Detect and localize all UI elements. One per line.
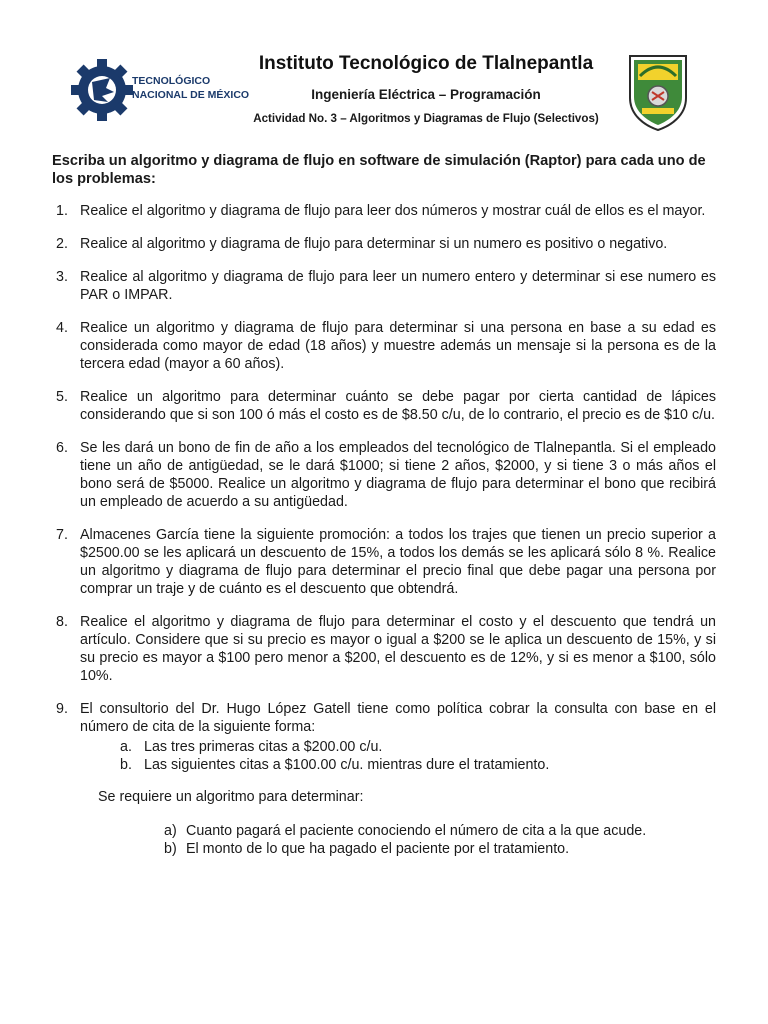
problem-item bbox=[52, 202, 716, 220]
problem-item bbox=[52, 268, 716, 304]
problem-text: Realice el algoritmo y diagrama de flujo para leer dos números y mostrar cuál de ellos es el mayor. bbox=[80, 203, 706, 219]
pricing-text: Las siguientes citas a $100.00 c/u. mientras dure el tratamiento. bbox=[144, 757, 550, 773]
pricing-text: Las tres primeras citas a $200.00 c/u. bbox=[144, 739, 383, 755]
requirement-item bbox=[52, 822, 716, 840]
problem-item bbox=[52, 235, 716, 253]
institute-title: Instituto Tecnológico de Tlalnepantla bbox=[258, 53, 594, 74]
requirement-label: b) bbox=[164, 841, 177, 857]
problem-text: Almacenes García tiene la siguiente promoción: a todos los trajes que tienen un precio superior a $2500.00 se les aplicará un descuento de 15%, a todos los demás se les aplicará sólo 8 %. Realice un algoritmo y diagrama de flujo para determinar el precio final que debe pagar una persona por comprar un traje y de cuánto es el descuento que obtendrá. bbox=[80, 527, 716, 597]
instructions-intro: Escriba un algoritmo y diagrama de flujo en software de simulación (Raptor) para cada uno de los problemas: bbox=[52, 153, 706, 187]
problem-number: 9. bbox=[56, 701, 68, 717]
problem-item bbox=[52, 439, 716, 511]
problem-number: 4. bbox=[56, 320, 68, 336]
problem-text: Realice el algoritmo y diagrama de flujo para determinar el costo y el descuento que tendrá un artículo. Considere que si su precio es mayor o igual a $200 se le aplica un descuento de 15%, y si su precio es mayor a $100 pero menor a $200, el descuento es de 12%, y si es menor a $100, sólo 10%. bbox=[80, 614, 716, 684]
problem-number: 5. bbox=[56, 389, 68, 405]
pricing-item bbox=[80, 738, 716, 756]
problem-number: 1. bbox=[56, 203, 68, 219]
tecnm-line-2: NACIONAL DE MÉXICO bbox=[132, 89, 250, 101]
requirement-item bbox=[52, 840, 716, 858]
problem-list bbox=[52, 202, 716, 774]
pricing-item bbox=[80, 756, 716, 774]
problem-item bbox=[52, 319, 716, 373]
problem-text: Realice un algoritmo para determinar cuánto se debe pagar por cierta cantidad de lápices considerando que si son 100 ó más el costo es de $8.50 c/u, de lo contrario, el precio es de $10 c/u. bbox=[80, 389, 716, 423]
problem-number: 7. bbox=[56, 527, 68, 543]
itt-crest-logo bbox=[626, 52, 690, 132]
tecnm-line-1: TECNOLÓGICO bbox=[132, 75, 211, 87]
problem-text: Realice al algoritmo y diagrama de flujo para determinar si un numero es positivo o negativo. bbox=[80, 236, 668, 252]
requirement-item-text: Cuanto pagará el paciente conociendo el número de cita a la que acude. bbox=[186, 823, 647, 839]
requirement-label: a) bbox=[164, 823, 177, 839]
problem-item bbox=[52, 526, 716, 598]
problem-text: Realice al algoritmo y diagrama de flujo para leer un numero entero y determinar si ese numero es PAR o IMPAR. bbox=[80, 269, 716, 303]
pricing-label: a. bbox=[120, 739, 132, 755]
problem-number: 6. bbox=[56, 440, 68, 456]
requirement-list bbox=[52, 822, 716, 858]
problem-text: Se les dará un bono de fin de año a los empleados del tecnológico de Tlalnepantla. Si el empleado tiene un año de antigüedad, se le dará $1000; si tiene 2 años, $2000, y si tiene 3 o más años el bono será de $5000. Realice un algoritmo y diagrama de flujo para determinar el bono que recibirá un empleado de acuerdo a su antigüedad. bbox=[80, 440, 716, 510]
pricing-sublist bbox=[80, 738, 716, 774]
problem-item bbox=[52, 613, 716, 685]
document-header bbox=[0, 0, 768, 145]
program-subtitle: Ingeniería Eléctrica – Programación bbox=[311, 87, 541, 102]
document-body bbox=[52, 152, 716, 858]
problem-item bbox=[52, 388, 716, 424]
requirement-item-text: El monto de lo que ha pagado el paciente por el tratamiento. bbox=[186, 841, 570, 857]
tecnm-logo bbox=[76, 52, 250, 128]
activity-title: Actividad No. 3 – Algoritmos y Diagramas de Flujo (Selectivos) bbox=[253, 112, 599, 125]
problem-number: 2. bbox=[56, 236, 68, 252]
requirement-text: Se requiere un algoritmo para determinar: bbox=[98, 789, 364, 805]
problem-number: 8. bbox=[56, 614, 68, 630]
header-titles bbox=[236, 52, 616, 126]
problem-text: El consultorio del Dr. Hugo López Gatell tiene como política cobrar la consulta con base en el número de cita de la siguiente forma: bbox=[80, 701, 716, 735]
problem-number: 3. bbox=[56, 269, 68, 285]
problem-text: Realice un algoritmo y diagrama de flujo para determinar si una persona en base a su edad es considerada como mayor de edad (18 años) y muestre además un mensaje si la persona es de la tercera edad (mayor a 60 años). bbox=[80, 320, 716, 372]
problem-item bbox=[52, 700, 716, 774]
pricing-label: b. bbox=[120, 757, 132, 773]
